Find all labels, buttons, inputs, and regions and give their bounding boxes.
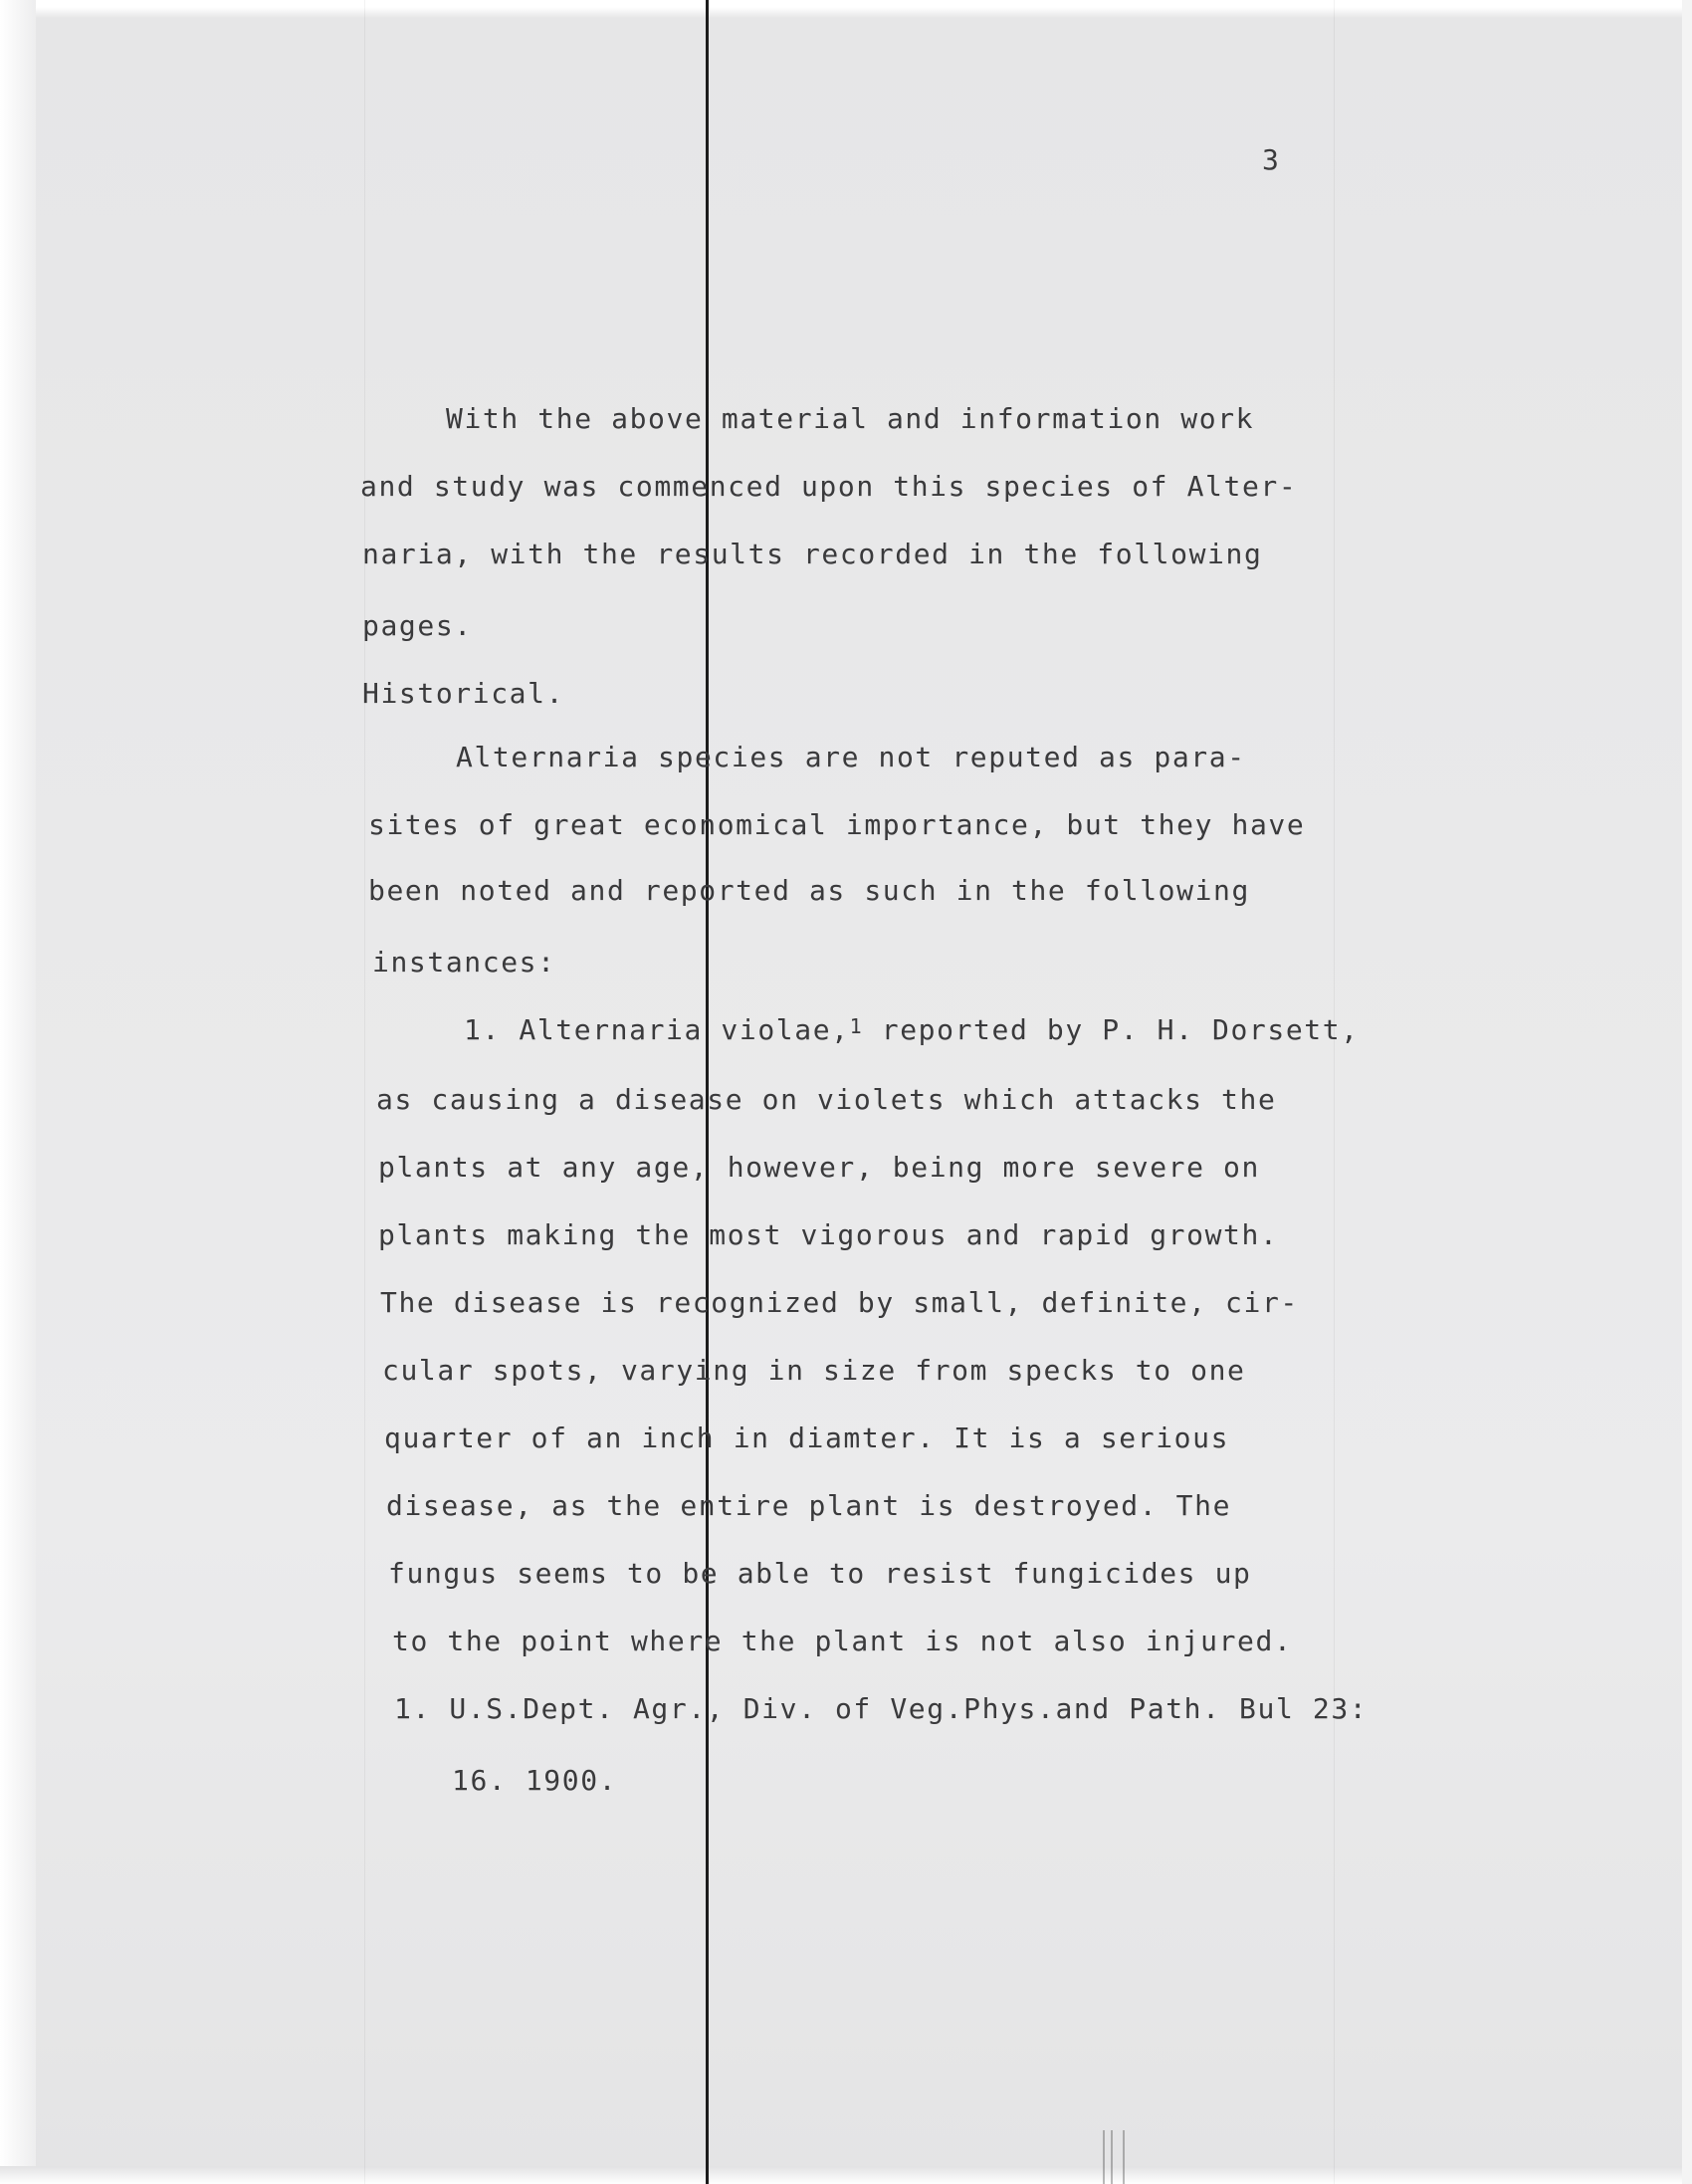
item-1-first-line <box>464 1013 1360 1046</box>
item-1-line: as causing a disease on violets which attacks the <box>376 1083 1277 1116</box>
intro-line: With the above material and information work <box>446 402 1255 435</box>
item-number: 1. <box>464 1013 501 1046</box>
footnote-line: 1. U.S.Dept. Agr., Div. of Veg.Phys.and Path. Bul 23: <box>394 1692 1369 1725</box>
page-number: 3 <box>1262 143 1279 176</box>
scan-artifact-line <box>1334 0 1335 2184</box>
historical-line: instances: <box>372 946 556 979</box>
item-1-line: cular spots, varying in size from specks to one <box>382 1354 1246 1387</box>
scan-bottom-mark <box>1103 2130 1105 2184</box>
species-name: Alternaria violae, <box>519 1013 850 1046</box>
item-1-line-rest: reported by P. H. Dorsett, <box>881 1013 1360 1046</box>
item-1-line: quarter of an inch in diamter. It is a serious <box>384 1421 1230 1454</box>
scan-bottom-edge <box>0 2166 1692 2184</box>
scan-artifact-line <box>364 0 365 2184</box>
item-1-line: fungus seems to be able to resist fungicides up <box>388 1557 1252 1590</box>
historical-line: Alternaria species are not reputed as para- <box>456 741 1246 773</box>
footnote-reference: 1 <box>849 1014 864 1038</box>
scan-right-edge <box>1682 0 1692 2184</box>
scan-bottom-mark <box>1123 2130 1125 2184</box>
item-1-line: disease, as the entire plant is destroyed. The <box>386 1489 1232 1522</box>
section-heading: Historical. <box>362 677 565 710</box>
scan-top-edge <box>0 0 1692 18</box>
item-1-line: The disease is recognized by small, definite, cir- <box>380 1286 1299 1319</box>
scan-bottom-mark <box>1111 2130 1113 2184</box>
intro-line: naria, with the results recorded in the following <box>362 538 1263 570</box>
item-1-line: plants making the most vigorous and rapid growth. <box>378 1218 1279 1251</box>
item-1-line: plants at any age, however, being more severe on <box>378 1151 1260 1184</box>
intro-line: pages. <box>362 609 473 642</box>
historical-line: sites of great economical importance, but they have <box>368 808 1306 841</box>
footnote-line: 16. 1900. <box>452 1764 618 1797</box>
scan-left-edge <box>0 0 36 2184</box>
intro-line: and study was commenced upon this species of Alter- <box>360 470 1298 503</box>
historical-line: been noted and reported as such in the following <box>368 874 1250 907</box>
item-1-line: to the point where the plant is not also injured. <box>392 1625 1293 1657</box>
